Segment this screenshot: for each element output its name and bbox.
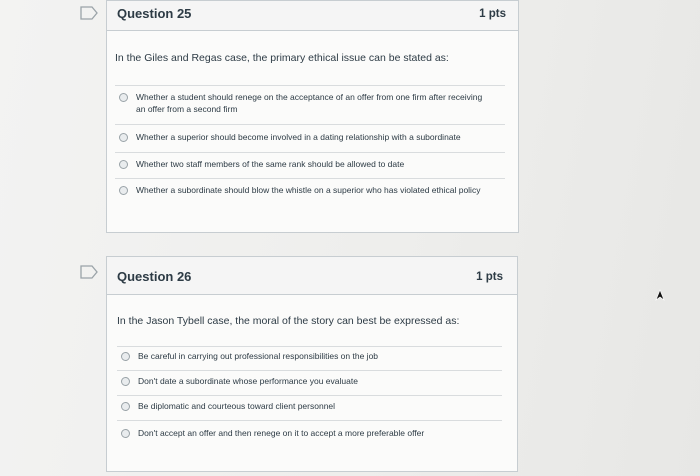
answer-divider [117, 346, 502, 347]
answer-label: Be careful in carrying out professional responsibilities on the job [138, 351, 379, 361]
answer-divider [115, 124, 505, 125]
question-prompt: In the Jason Tybell case, the moral of the story can best be expressed as: [117, 315, 460, 327]
answer-label: Whether a superior should become involved in a dating relationship with a subordinate [136, 132, 461, 142]
answer-option[interactable] [121, 350, 501, 362]
question-card [106, 256, 518, 472]
answer-option[interactable] [119, 91, 489, 115]
answer-option[interactable] [119, 131, 509, 143]
answer-divider [117, 420, 502, 421]
answer-option[interactable] [121, 375, 501, 387]
answer-label: Whether two staff members of the same rank should be allowed to date [136, 159, 405, 169]
answer-divider [115, 85, 505, 86]
question-header [107, 1, 518, 31]
answer-divider [115, 178, 505, 179]
question-header [107, 257, 517, 295]
answer-label: Be diplomatic and courteous toward client personnel [138, 401, 336, 411]
radio-button[interactable] [121, 402, 130, 411]
radio-button[interactable] [119, 133, 128, 142]
flag-question-icon[interactable] [80, 6, 98, 20]
question-title: Question 25 [117, 6, 192, 21]
mouse-pointer-icon [655, 289, 665, 301]
question-title: Question 26 [117, 269, 192, 284]
radio-button[interactable] [119, 186, 128, 195]
question-points: 1 pts [479, 8, 506, 20]
answer-label: Don't date a subordinate whose performance you evaluate [138, 376, 358, 386]
answer-divider [117, 370, 502, 371]
answer-option[interactable] [121, 400, 501, 412]
radio-button[interactable] [121, 377, 130, 386]
question-points: 1 pts [476, 271, 503, 283]
radio-button[interactable] [121, 352, 130, 361]
answer-divider [115, 152, 505, 153]
answer-option[interactable] [119, 158, 499, 170]
question-card [106, 0, 519, 233]
answer-label: Whether a subordinate should blow the whistle on a superior who has violated ethical policy [136, 185, 481, 195]
answer-divider [117, 395, 502, 396]
radio-button[interactable] [119, 160, 128, 169]
question-prompt: In the Giles and Regas case, the primary ethical issue can be stated as: [115, 52, 449, 64]
answer-label: Whether a student should renege on the acceptance of an offer from one firm after receiving an offer from a second firm [136, 92, 483, 114]
flag-question-icon[interactable] [80, 265, 98, 279]
radio-button[interactable] [119, 93, 128, 102]
radio-button[interactable] [121, 429, 130, 438]
answer-option[interactable] [119, 184, 494, 196]
answer-option[interactable] [121, 427, 506, 439]
answer-label: Don't accept an offer and then renege on it to accept a more preferable offer [138, 428, 425, 438]
